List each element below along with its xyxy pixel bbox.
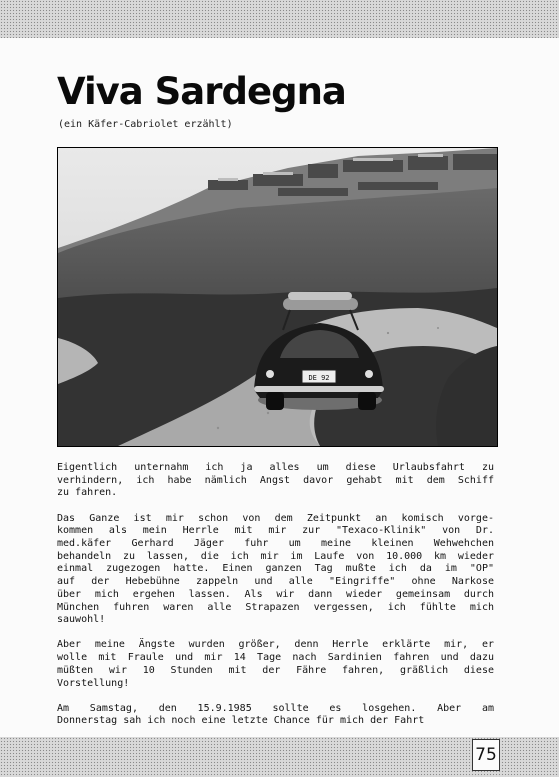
body-paragraph bbox=[57, 703, 494, 728]
text-line: sauwohl! bbox=[57, 614, 106, 626]
article-photo bbox=[57, 147, 498, 447]
text-line: Vorstellung! bbox=[57, 677, 130, 689]
text-line: über mich ergehen lassen. Als wir dann wieder gemeinsam durch bbox=[57, 588, 494, 600]
page-subtitle: (ein Käfer-Cabriolet erzählt) bbox=[58, 119, 233, 130]
text-line: wolle mit Fraule und mir 14 Tage nach Sardinien fahren und dazu bbox=[57, 652, 494, 664]
page-title: Viva Sardegna bbox=[57, 70, 346, 113]
text-line: müßten wir 10 Stunden mit der Fähre fahren, gräßlich diese bbox=[57, 664, 494, 676]
text-line: Donnerstag sah ich noch eine letzte Chance für mich der Fahrt bbox=[57, 715, 425, 727]
text-line: einmal zugezogen hatte. Einen ganzen Tag mußte ich da im "OP" bbox=[57, 563, 494, 575]
text-line: Eigentlich unternahm ich ja alles um diese Urlaubsfahrt zu bbox=[57, 462, 494, 473]
page-number: 75 bbox=[472, 739, 500, 771]
body-paragraph bbox=[57, 639, 494, 690]
top-halftone-band bbox=[0, 0, 559, 38]
body-paragraph bbox=[57, 462, 494, 500]
license-plate: DE 92 bbox=[308, 374, 330, 382]
text-line: auf der Hebebühne zappeln und alle "Eingriffe" ohne Narkose bbox=[57, 576, 494, 588]
text-line: kommen als mein Herrle mit mir zur "Texaco-Klinik" von Dr. bbox=[57, 525, 494, 537]
text-line: Das Ganze ist mir schon von dem Zeitpunkt an komisch vorge- bbox=[57, 512, 494, 524]
photo-beetle-on-mountain-road bbox=[58, 148, 497, 446]
article-body bbox=[57, 462, 494, 741]
text-line: verhindern, ich habe nämlich Angst davor gehabt mit dem Schiff bbox=[57, 474, 494, 486]
text-line: zu fahren. bbox=[57, 487, 118, 499]
text-line: Am Samstag, den 15.9.1985 sollte es losgehen. Aber am bbox=[57, 702, 494, 714]
text-line: München fuhren waren alle Strapazen vergessen, ich fühlte mich bbox=[57, 601, 494, 613]
body-paragraph bbox=[57, 513, 494, 627]
text-line: behandeln zu lassen, die ich mir im Laufe von 10.000 km wieder bbox=[57, 550, 494, 562]
text-line: med.käfer Gerhard Jäger fuhr um meine kleinen Wehwehchen bbox=[57, 538, 494, 550]
text-line: Aber meine Ängste wurden größer, denn Herrle erklärte mir, er bbox=[57, 639, 494, 651]
